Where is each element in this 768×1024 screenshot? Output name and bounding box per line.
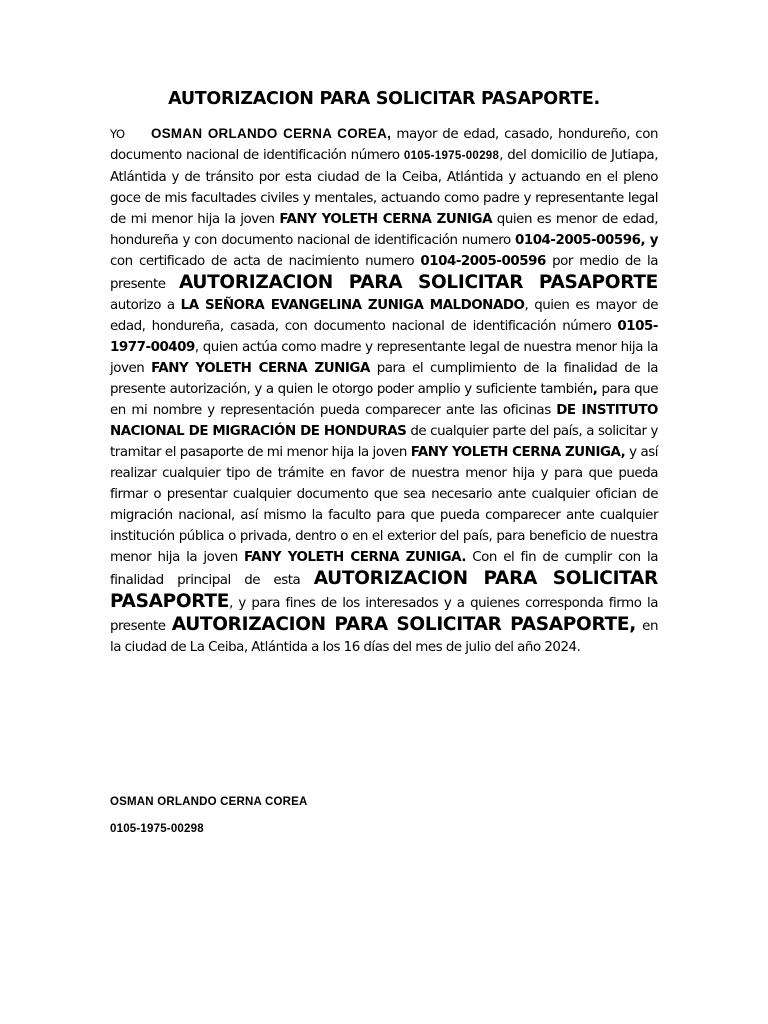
text-minor-name: FANY YOLETH CERNA ZUNIGA: [279, 212, 493, 227]
text-segment: y así realizar cualquier tipo de trámite en favor de nuestra menor hija y para que pueda firmar o presentar cualquier documento que sea necesario ante cualquier ofician de migración nacional, así mismo la faculto para que pueda comparecer ante cualquier institución pública o privada, dentro o en el exterior del país, para beneficio de nuestra menor hija la joven: [110, 445, 658, 565]
text-minor-name: FANY YOLETH CERNA ZUNIGA.: [244, 550, 466, 565]
text-segment: , del domicilio de Jutiapa, Atlántida y de tránsito por esta ciudad de la Ceiba, Atlántida y actuando en el pleno goce de mis facultades civiles y mentales, actuando como padre y representante legal de mi menor hija la joven: [110, 148, 658, 227]
text-segment: , quien actúa como madre y representante legal de nuestra menor hija la joven: [110, 340, 658, 376]
text-authorized-person: LA SEÑORA EVANGELINA ZUNIGA MALDONADO: [180, 298, 525, 313]
text-segment: Con el fin de cumplir con la finalidad principal de esta: [110, 550, 658, 588]
text-authorization-heading: AUTORIZACION PARA SOLICITAR PASAPORTE: [178, 272, 658, 293]
text-grantor-id: 0105-1975-00298: [403, 150, 500, 162]
text-segment: , y para fines de los interesados y a quienes corresponda firmo la presente: [110, 596, 658, 634]
text-authorization-heading: AUTORIZACION PARA SOLICITAR PASAPORTE: [110, 568, 659, 612]
text-authorization-heading: AUTORIZACION PARA SOLICITAR PASAPORTE,: [171, 614, 636, 635]
text-institution: DE INSTITUTO NACIONAL DE MIGRACIÓN DE HONDURAS: [110, 403, 658, 439]
text-birth-certificate-number: 0104-2005-00596: [420, 254, 546, 269]
text-yo: YO: [110, 127, 125, 141]
text-authorized-person-id: 0105-1977-00409: [110, 319, 658, 355]
text-segment: para el cumplimiento de la finalidad de la presente autorización, y a quien le otorgo poder amplio y suficiente también: [110, 361, 658, 397]
text-segment: por medio de la presente: [110, 254, 659, 292]
text-segment: autorizo a: [110, 298, 181, 313]
text-comma: ,: [592, 382, 598, 397]
text-minor-id: 0104-2005-00596, y: [514, 233, 658, 248]
document-title: AUTORIZACION PARA SOLICITAR PASAPORTE.: [168, 89, 600, 109]
text-segment: para que en mi nombre y representación pueda comparecer ante las oficinas: [110, 382, 658, 418]
text-minor-name: FANY YOLETH CERNA ZUNIGA,: [410, 445, 626, 460]
text-grantor-name: OSMAN ORLANDO CERNA COREA,: [150, 126, 392, 141]
text-segment: con certificado de acta de nacimiento numero: [110, 254, 421, 269]
authorization-paragraph: [110, 123, 658, 658]
text-segment: mayor de edad, casado, hondureño, con documento nacional de identificación número: [110, 127, 658, 163]
text-segment: en la ciudad de La Ceiba, Atlántida a los 16 días del mes de julio del año 2024.: [110, 619, 658, 655]
text-segment: , quien es mayor de edad, hondureña, casada, con documento nacional de identificación número: [110, 298, 658, 334]
text-minor-name: FANY YOLETH CERNA ZUNIGA: [151, 361, 370, 376]
signature-id-number: 0105-1975-00298: [110, 823, 204, 835]
text-segment: de cualquier parte del país, a solicitar y tramitar el pasaporte de mi menor hija la joven: [110, 424, 658, 460]
text-segment: quien es menor de edad, hondureña y con documento nacional de identificación numero: [110, 212, 658, 248]
signature-name: OSMAN ORLANDO CERNA COREA: [110, 796, 308, 808]
